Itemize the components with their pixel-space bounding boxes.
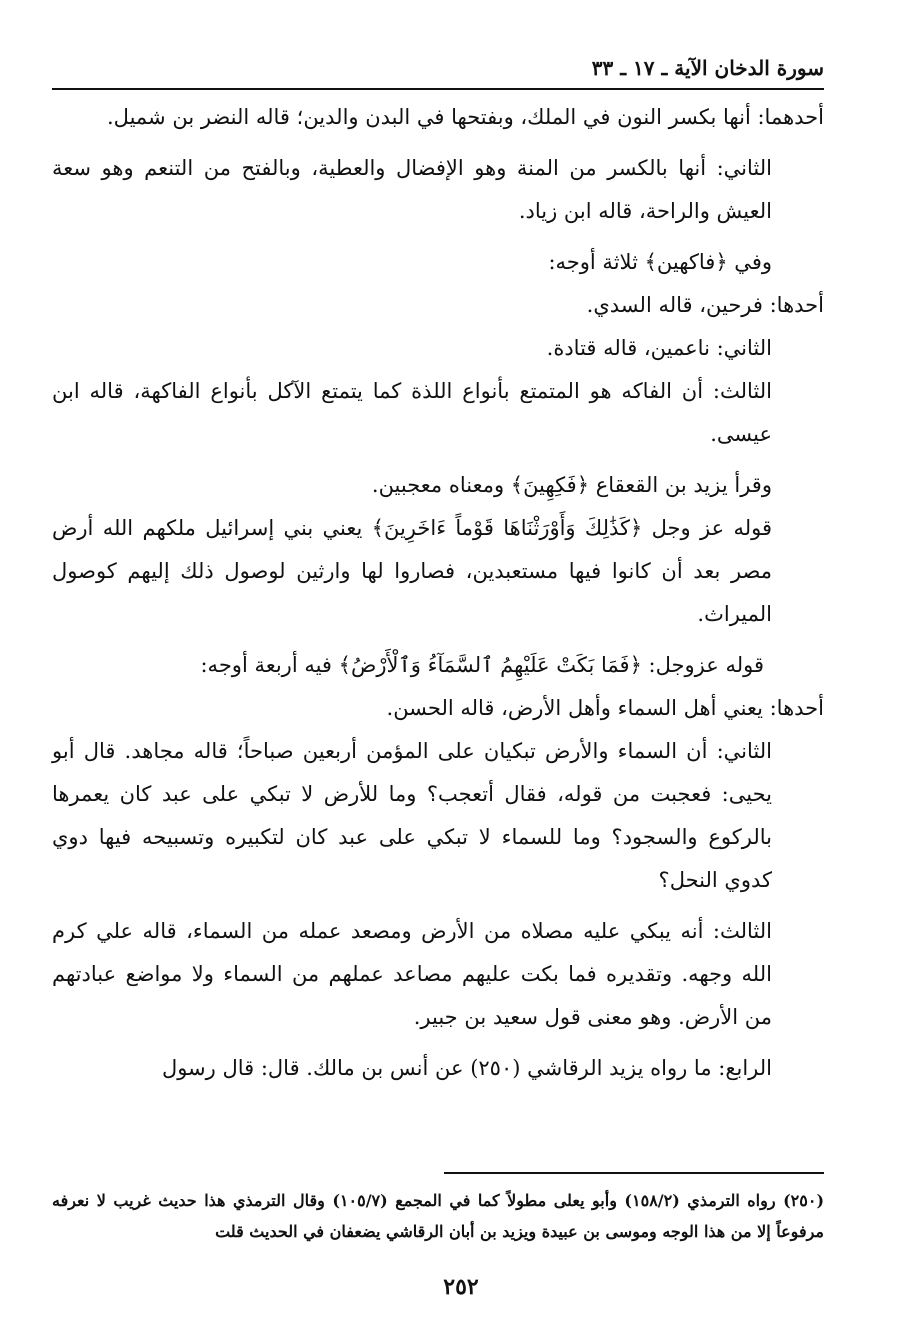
paragraph-second-sense: الثاني: أنها بالكسر من المنة وهو الإفضال والعطية، وبالفتح من التنعم وهو سعة العيش والراحة، قاله ابن زياد.	[52, 156, 772, 223]
paragraph-weeping-second: الثاني: أن السماء والأرض تبكيان على المؤمن أربعين صباحاً؛ قاله مجاهد. قال أبو يحيى: فعجبت من قوله، فقال أتعجب؟ وما للأرض لا تبكي على عبد كان يعمرها بالركوع والسجود؟ وما للسماء لا تبكي على عبد كان لتكبيره وتسبيحه فيها دوي كدوي النحل؟	[52, 739, 772, 892]
paragraph-reading: وقرأ يزيد بن القعقاع ﴿فَكِهِينَ﴾ ومعناه معجبين.	[371, 473, 772, 497]
paragraph-fakihin-second: الثاني: ناعمين، قاله قتادة.	[546, 336, 772, 360]
paragraph-first-sense: أحدهما: أنها بكسر النون في الملك، وبفتحها في البدن والدين؛ قاله النضر بن شميل.	[107, 105, 824, 129]
running-header: سورة الدخان الآية ـ ١٧ ـ ٣٣	[52, 52, 824, 90]
paragraph-verse-inheritance: قوله عز وجل ﴿كَذَٰلِكَ وَأَوْرَثْنَاهَا قَوْماً ءَاخَرِينَ﴾ يعني بني إسرائيل ملكهم الله أرض مصر بعد أن كانوا فيها مستعبدين، فصاروا لها وارثين لوصول ذلك إليهم كوصول الميراث.	[52, 516, 772, 626]
paragraph-fakihin-third: الثالث: أن الفاكه هو المتمتع بأنواع اللذة كما يتمتع الآكل بأنواع الفاكهة، قاله ابن عيسى.	[52, 379, 772, 446]
page-number: ٢٥٢	[443, 1274, 479, 1300]
main-text	[52, 96, 824, 1090]
paragraph-fakihin-intro: وفي ﴿فاكهين﴾ ثلاثة أوجه:	[548, 250, 772, 274]
paragraph-verse-weeping: قوله عزوجل: ﴿فَمَا بَكَتْ عَلَيْهِمُ ٱلسَّمَآءُ وَٱلْأَرْضُ﴾ فيه أربعة أوجه:	[200, 653, 764, 677]
paragraph-weeping-fourth: الرابع: ما رواه يزيد الرقاشي (٢٥٠) عن أنس بن مالك. قال: قال رسول	[161, 1056, 772, 1080]
paragraph-weeping-first: أحدها: يعني أهل السماء وأهل الأرض، قاله الحسن.	[386, 696, 824, 720]
footnotes	[52, 1185, 824, 1247]
paragraph-fakihin-first: أحدها: فرحين، قاله السدي.	[586, 293, 824, 317]
paragraph-weeping-third: الثالث: أنه يبكي عليه مصلاه من الأرض ومصعد عمله من السماء، قاله علي كرم الله وجهه. وتقديره فما بكت عليهم مصاعد عملهم من السماء ولا مواضع عبادتهم من الأرض. وهو معنى قول سعيد بن جبير.	[52, 919, 772, 1029]
footnote-250: (٢٥٠) رواه الترمذي (١٥٨/٢) وأبو يعلى مطولاً كما في المجمع (١٠٥/٧) وقال الترمذي هذا حديث غريب لا نعرفه مرفوعاً إلا من هذا الوجه وموسى بن عبيدة ويزيد بن أبان الرقاشي يضعفان في الحديث قلت	[52, 1191, 825, 1241]
footnote-separator	[444, 1172, 824, 1174]
